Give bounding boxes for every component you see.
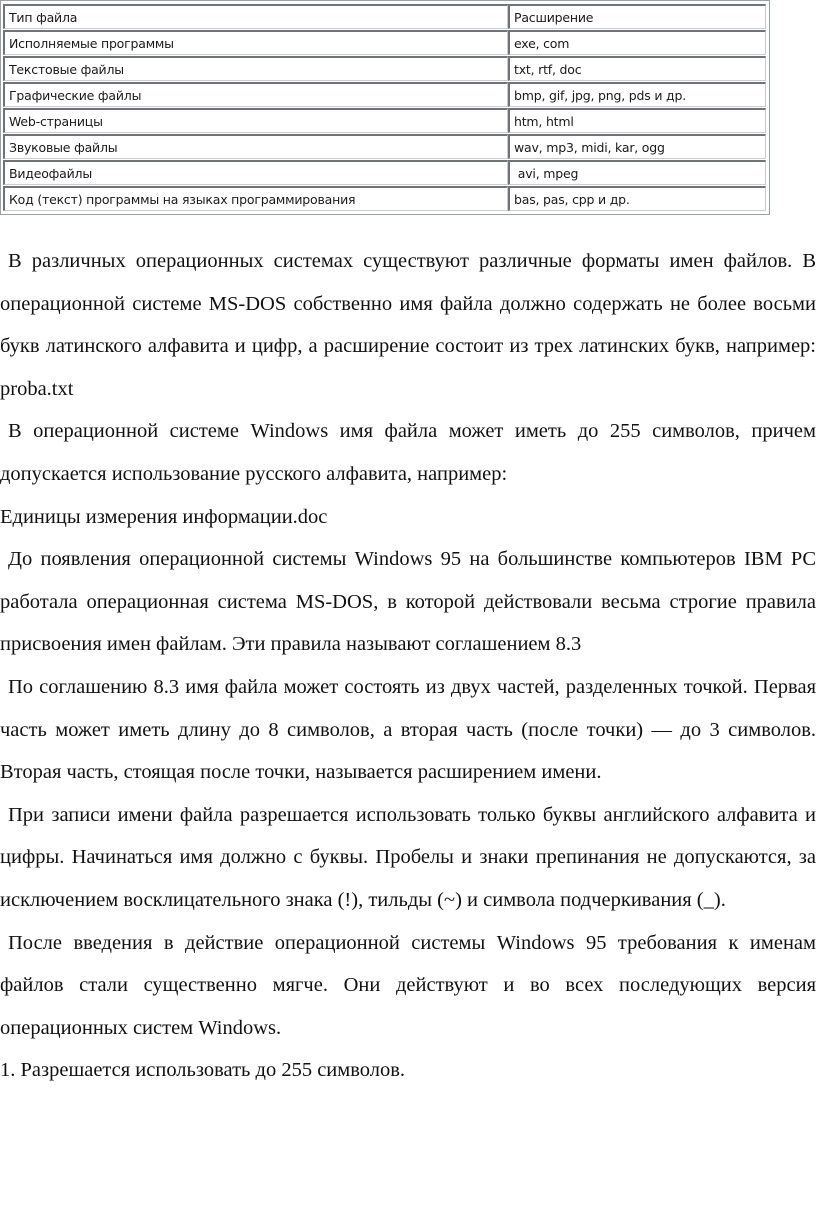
paragraph-example-filename: Единицы измерения информации.doc	[0, 505, 328, 528]
table-cell-ext: wav, mp3, midi, kar, ogg	[508, 134, 766, 159]
table-cell-type: Текстовые файлы	[3, 56, 508, 81]
table-cell-type: Тип файла	[3, 4, 508, 29]
paragraph-filename-formats: В различных операционных системах существуют различные форматы имен файлов. В операционной системе MS-DOS собственно имя файла должно содержать не более восьми букв латинского алфавита и цифр, а расширение состоит из трех латинских букв, например: proba.txt	[0, 250, 816, 400]
table-cell-type: Исполняемые программы	[3, 30, 508, 55]
table-cell-ext: avi, mpeg	[508, 160, 766, 185]
table-row	[3, 56, 766, 81]
table-cell-type: Звуковые файлы	[3, 134, 508, 159]
table-row	[3, 82, 766, 107]
table-cell-ext: bmp, gif, jpg, png, pds и др.	[508, 82, 766, 107]
paragraph-allowed-characters: При записи имени файла разрешается использовать только буквы английского алфавита и цифры. Начинаться имя должно с буквы. Пробелы и знаки препинания не допускаются, за исключением восклицательного знака (!), тильды (~) и символа подчеркивания (_).	[0, 803, 816, 911]
paragraph-8-3-convention: По соглашению 8.3 имя файла может состоять из двух частей, разделенных точкой. Первая часть может иметь длину до 8 символов, а вторая часть (после точки) — до 3 символов. Вторая часть, стоящая после точки, называется расширением имени.	[0, 675, 816, 784]
table-row	[3, 108, 766, 133]
paragraph-windows-names: В операционной системе Windows имя файла может иметь до 255 символов, причем допускается использование русского алфавита, например:	[0, 420, 816, 485]
paragraph-msdos-rules: До появления операционной системы Windows 95 на большинстве компьютеров IBM PC работала операционная система MS-DOS, в которой действовали весьма строгие правила присвоения имен файлам. Эти правила называют соглашением 8.3	[0, 548, 816, 656]
table-cell-ext: htm, html	[508, 108, 766, 133]
list-item-255-characters: 1. Разрешается использовать до 255 символов.	[0, 1059, 406, 1082]
table-row	[3, 186, 766, 211]
table-cell-ext: txt, rtf, doc	[508, 56, 766, 81]
table-cell-ext: exe, com	[508, 30, 766, 55]
table-header-row	[3, 4, 766, 29]
table-row	[3, 30, 766, 55]
document-body	[0, 240, 816, 1092]
table-cell-type: Видеофайлы	[3, 160, 508, 185]
file-types-table	[0, 0, 770, 215]
table-cell-type: Код (текст) программы на языках программирования	[3, 186, 508, 211]
table-cell-type: Графические файлы	[3, 82, 508, 107]
paragraph-windows-95-requirements: После введения в действие операционной системы Windows 95 требования к именам файлов стали существенно мягче. Они действуют и во всех последующих версия операционных систем Windows.	[0, 931, 816, 1039]
table-cell-ext: bas, pas, cpp и др.	[508, 186, 766, 211]
table-cell-ext: Расширение	[508, 4, 766, 29]
table-cell-type: Web-страницы	[3, 108, 508, 133]
table-row	[3, 134, 766, 159]
table-row	[3, 160, 766, 185]
